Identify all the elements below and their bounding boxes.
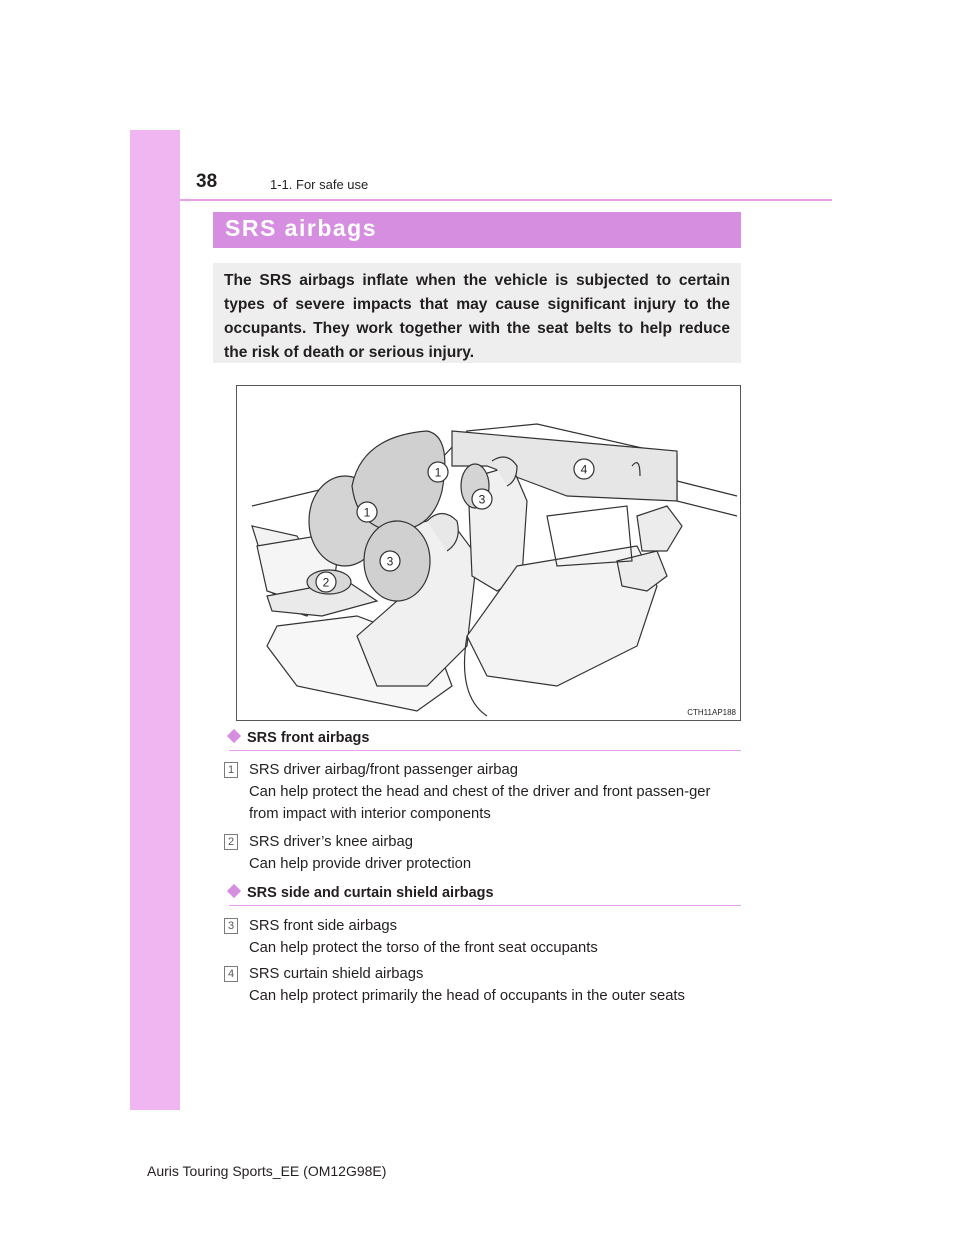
list-item: [249, 831, 741, 875]
callout-1-top-label: 1: [434, 465, 442, 480]
intro-paragraph: The SRS airbags inflate when the vehicle is subjected to certain types of severe impacts that may cause significant injury to the occupants. They work together with the seat belts to help reduce the risk of death or serious injury.: [213, 263, 741, 363]
item-number-box: 1: [224, 762, 238, 778]
item-name: SRS front side airbags: [249, 918, 398, 934]
item-description: Can help protect the head and chest of the driver and front passen-ger from impact with interior components: [249, 784, 711, 822]
page-number: 38: [196, 171, 218, 192]
item-description: Can help provide driver protection: [249, 856, 472, 872]
subheading-side-curtain-airbags: [229, 885, 494, 901]
car-interior-drawing: [237, 386, 740, 720]
subheading-rule: [229, 905, 741, 906]
footer-manual-id: Auris Touring Sports_EE (OM12G98E): [147, 1163, 387, 1179]
callout-3-left-label: 3: [386, 554, 394, 569]
callout-3-right-label: 3: [478, 492, 486, 507]
item-number-box: 2: [224, 834, 238, 850]
header-rule: [180, 199, 832, 201]
item-description: Can help protect the torso of the front seat occupants: [249, 940, 598, 956]
diamond-bullet-icon: [227, 884, 241, 898]
airbag-illustration: [236, 385, 741, 721]
item-number-box: 4: [224, 966, 238, 982]
item-name: SRS driver’s knee airbag: [249, 834, 413, 850]
subheading-text: SRS front airbags: [247, 730, 370, 746]
chapter-sidebar-tab: [130, 130, 180, 1110]
page-title: SRS airbags: [225, 215, 377, 241]
figure-code: CTH11AP188: [687, 708, 736, 717]
callout-4-label: 4: [580, 462, 588, 477]
item-name: SRS curtain shield airbags: [249, 966, 424, 982]
item-number-box: 3: [224, 918, 238, 934]
callout-2-label: 2: [322, 575, 330, 590]
list-item: [249, 759, 741, 825]
section-label: 1-1. For safe use: [270, 177, 369, 192]
item-description: Can help protect primarily the head of occupants in the outer seats: [249, 988, 685, 1004]
list-item: [249, 963, 741, 1007]
item-name: SRS driver airbag/front passenger airbag: [249, 762, 518, 778]
diamond-bullet-icon: [227, 729, 241, 743]
title-bar: [213, 212, 741, 248]
subheading-rule: [229, 750, 741, 751]
callout-1-left-label: 1: [363, 505, 371, 520]
list-item: [249, 915, 741, 959]
subheading-front-airbags: [229, 730, 369, 746]
subheading-text: SRS side and curtain shield airbags: [247, 885, 494, 901]
